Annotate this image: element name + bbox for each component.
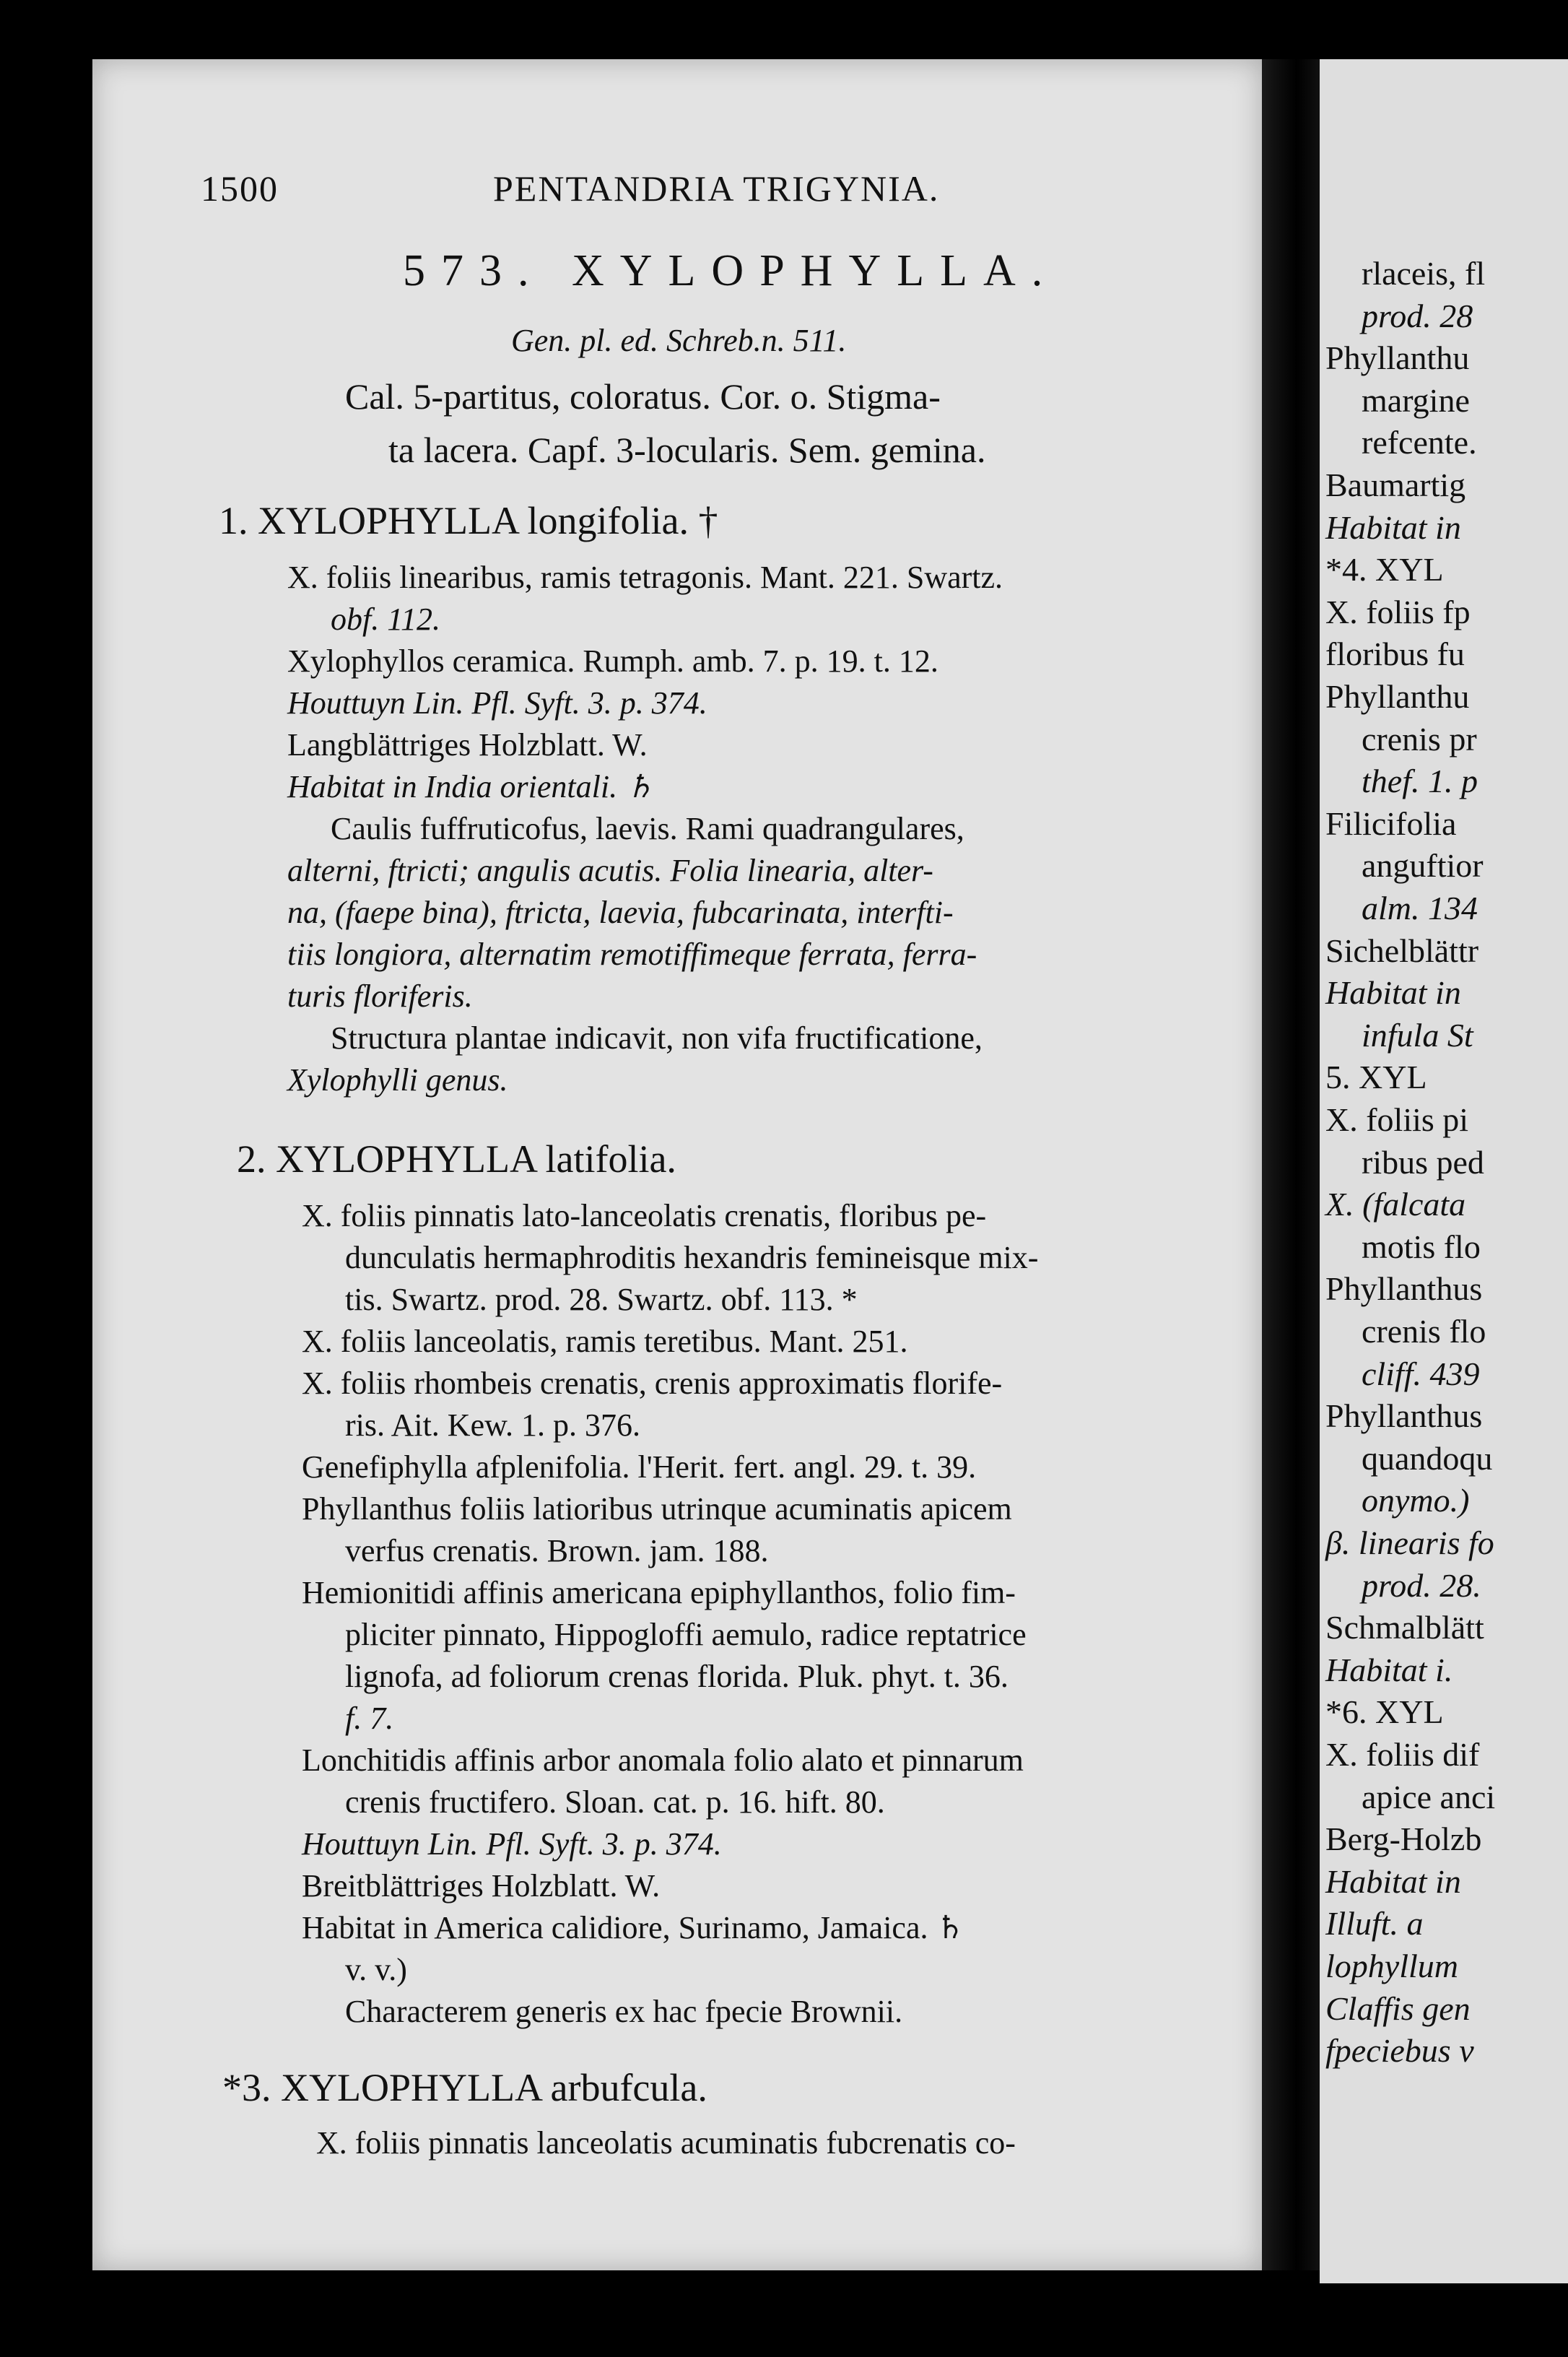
right-page-line: onymo.) bbox=[1362, 1482, 1470, 1519]
right-page-line: prod. 28. bbox=[1362, 1566, 1481, 1604]
right-page-line: Habitat in bbox=[1325, 974, 1461, 1012]
species-text-line: X. foliis pinnatis lato-lanceolatis crenatis, floribus pe- bbox=[302, 1198, 987, 1233]
species-text-line: lignofa, ad foliorum crenas florida. Pluk. phyt. t. 36. bbox=[345, 1659, 1009, 1694]
right-page-line: motis flo bbox=[1362, 1228, 1481, 1265]
right-page-line: anguftior bbox=[1362, 847, 1484, 885]
right-page-line: Phyllanthu bbox=[1325, 678, 1470, 715]
right-page-line: Illuft. a bbox=[1325, 1905, 1424, 1943]
book-gutter bbox=[1262, 59, 1320, 2270]
right-page-line: *6. XYL bbox=[1325, 1693, 1444, 1731]
right-page-line: Sichelblättr bbox=[1325, 932, 1479, 969]
species-text-line: Breitblättriges Holzblatt. W. bbox=[302, 1868, 661, 1904]
right-page-line: X. foliis dif bbox=[1325, 1736, 1480, 1773]
right-page-line: Phyllanthu bbox=[1325, 339, 1470, 377]
species-text-line: alterni, ftricti; angulis acutis. Folia linearia, alter- bbox=[287, 853, 933, 888]
genus-reference: Gen. pl. ed. Schreb.n. 511. bbox=[511, 323, 847, 358]
species-text-line: Langblättriges Holzblatt. W. bbox=[287, 727, 648, 763]
right-page-line: Phyllanthus bbox=[1325, 1397, 1483, 1435]
right-page-fragment bbox=[1320, 59, 1568, 2283]
right-page-line: thef. 1. p bbox=[1362, 763, 1478, 800]
species-text-line: f. 7. bbox=[345, 1701, 394, 1736]
right-page-line: X. (falcata bbox=[1325, 1186, 1466, 1223]
running-title: PENTANDRIA TRIGYNIA. bbox=[493, 168, 940, 209]
right-page-line: X. foliis fp bbox=[1325, 593, 1471, 630]
species-text-line: Structura plantae indicavit, non vifa fructificatione, bbox=[331, 1020, 983, 1056]
right-page-line: refcente. bbox=[1362, 424, 1477, 461]
species-text-line: verfus crenatis. Brown. jam. 188. bbox=[345, 1533, 769, 1568]
species-heading: 1. XYLOPHYLLA longifolia. † bbox=[219, 499, 718, 542]
right-page-line: prod. 28 bbox=[1362, 297, 1473, 334]
right-page-line: crenis flo bbox=[1362, 1313, 1486, 1350]
right-page-line: 5. XYL bbox=[1325, 1059, 1427, 1096]
right-page-line: crenis pr bbox=[1362, 720, 1477, 758]
page-number: 1500 bbox=[201, 168, 279, 209]
species-text-line: Lonchitidis affinis arbor anomala folio alato et pinnarum bbox=[302, 1742, 1024, 1778]
right-page-line: Baumartig bbox=[1325, 466, 1466, 503]
right-page-line: Filicifolia bbox=[1325, 804, 1457, 842]
species-text-line: Habitat in America calidiore, Surinamo, Jamaica. ♄ bbox=[302, 1910, 964, 1945]
genus-character-line: Cal. 5-partitus, coloratus. Cor. o. Stigma- bbox=[345, 376, 941, 417]
genus-character-line: ta lacera. Capf. 3-locularis. Sem. gemina. bbox=[388, 430, 986, 470]
species-text-line: Characterem generis ex hac fpecie Brownii. bbox=[345, 1994, 903, 2029]
species-heading: *3. XYLOPHYLLA arbufcula. bbox=[222, 2066, 707, 2109]
right-page-line: β. linearis fo bbox=[1325, 1524, 1494, 1561]
species-text-line: Houttuyn Lin. Pfl. Syft. 3. p. 374. bbox=[302, 1826, 722, 1862]
right-page-line: infula St bbox=[1362, 1016, 1473, 1054]
species-text-line: crenis fructifero. Sloan. cat. p. 16. hift. 80. bbox=[345, 1784, 885, 1820]
species-text-line: tiis longiora, alternatim remotiffimeque ferrata, ferra- bbox=[287, 937, 977, 972]
species-text-line: ris. Ait. Kew. 1. p. 376. bbox=[345, 1407, 641, 1443]
right-page-line: alm. 134 bbox=[1362, 890, 1478, 926]
species-text-line: X. foliis linearibus, ramis tetragonis. Mant. 221. Swartz. bbox=[287, 560, 1003, 595]
right-page-line: X. foliis pi bbox=[1325, 1101, 1469, 1138]
right-page-line: rlaceis, fl bbox=[1362, 255, 1486, 292]
right-page-line: Berg-Holzb bbox=[1325, 1820, 1482, 1858]
right-page-line: Schmalblätt bbox=[1325, 1609, 1484, 1646]
right-page-line: *4. XYL bbox=[1325, 551, 1444, 589]
left-page bbox=[92, 59, 1262, 2270]
right-page-line: lophyllum bbox=[1325, 1948, 1458, 1984]
species-text-line: X. foliis lanceolatis, ramis teretibus. Mant. 251. bbox=[302, 1324, 908, 1359]
species-text-line: turis floriferis. bbox=[287, 978, 473, 1014]
right-page-line: Claffis gen bbox=[1325, 1989, 1471, 2027]
species-text-line: Genefiphylla afplenifolia. l'Herit. fert. angl. 29. t. 39. bbox=[302, 1449, 977, 1485]
right-page-line: floribus fu bbox=[1325, 635, 1465, 673]
species-text-line: Hemionitidi affinis americana epiphyllanthos, folio fim- bbox=[302, 1575, 1016, 1610]
species-text-line: na, (faepe bina), ftricta, laevia, fubcarinata, interfti- bbox=[287, 895, 954, 930]
species-text-line: v. v.) bbox=[345, 1952, 407, 1987]
species-text-line: Habitat in India orientali. ♄ bbox=[287, 769, 654, 804]
right-page-line: margine bbox=[1362, 381, 1470, 419]
species-text-line: obf. 112. bbox=[331, 602, 440, 637]
species-text-line: Caulis fuffruticofus, laevis. Rami quadrangulares, bbox=[331, 811, 964, 846]
genus-title: 573. XYLOPHYLLA. bbox=[403, 246, 1059, 295]
species-text-line: Xylophyllos ceramica. Rumph. amb. 7. p. 19. t. 12. bbox=[287, 643, 938, 679]
right-page-line: ribus ped bbox=[1362, 1143, 1484, 1181]
species-text-line: X. foliis rhombeis crenatis, crenis approximatis florife- bbox=[302, 1366, 1003, 1401]
species-text-line: X. foliis pinnatis lanceolatis acuminatis fubcrenatis co- bbox=[316, 2125, 1016, 2161]
species-text-line: Phyllanthus foliis latioribus utrinque acuminatis apicem bbox=[302, 1491, 1012, 1527]
right-page-line: Phyllanthus bbox=[1325, 1270, 1483, 1308]
right-page-line: apice anci bbox=[1362, 1778, 1496, 1815]
species-heading: 2. XYLOPHYLLA latifolia. bbox=[237, 1137, 676, 1181]
species-text-line: Xylophylli genus. bbox=[287, 1062, 508, 1098]
species-text-line: tis. Swartz. prod. 28. Swartz. obf. 113. * bbox=[345, 1282, 858, 1317]
right-page-line: cliff. 439 bbox=[1362, 1355, 1480, 1392]
right-page-line: quandoqu bbox=[1362, 1439, 1493, 1477]
right-page-line: Habitat in bbox=[1325, 1862, 1461, 1900]
right-page-line: fpeciebus v bbox=[1325, 2032, 1474, 2070]
right-page-line: Habitat i. bbox=[1325, 1651, 1453, 1688]
right-page-line: Habitat in bbox=[1325, 508, 1461, 546]
species-text-line: Houttuyn Lin. Pfl. Syft. 3. p. 374. bbox=[287, 685, 707, 721]
species-text-line: dunculatis hermaphroditis hexandris femineisque mix- bbox=[345, 1240, 1039, 1275]
species-text-line: pliciter pinnato, Hippogloffi aemulo, radice reptatrice bbox=[345, 1617, 1027, 1652]
